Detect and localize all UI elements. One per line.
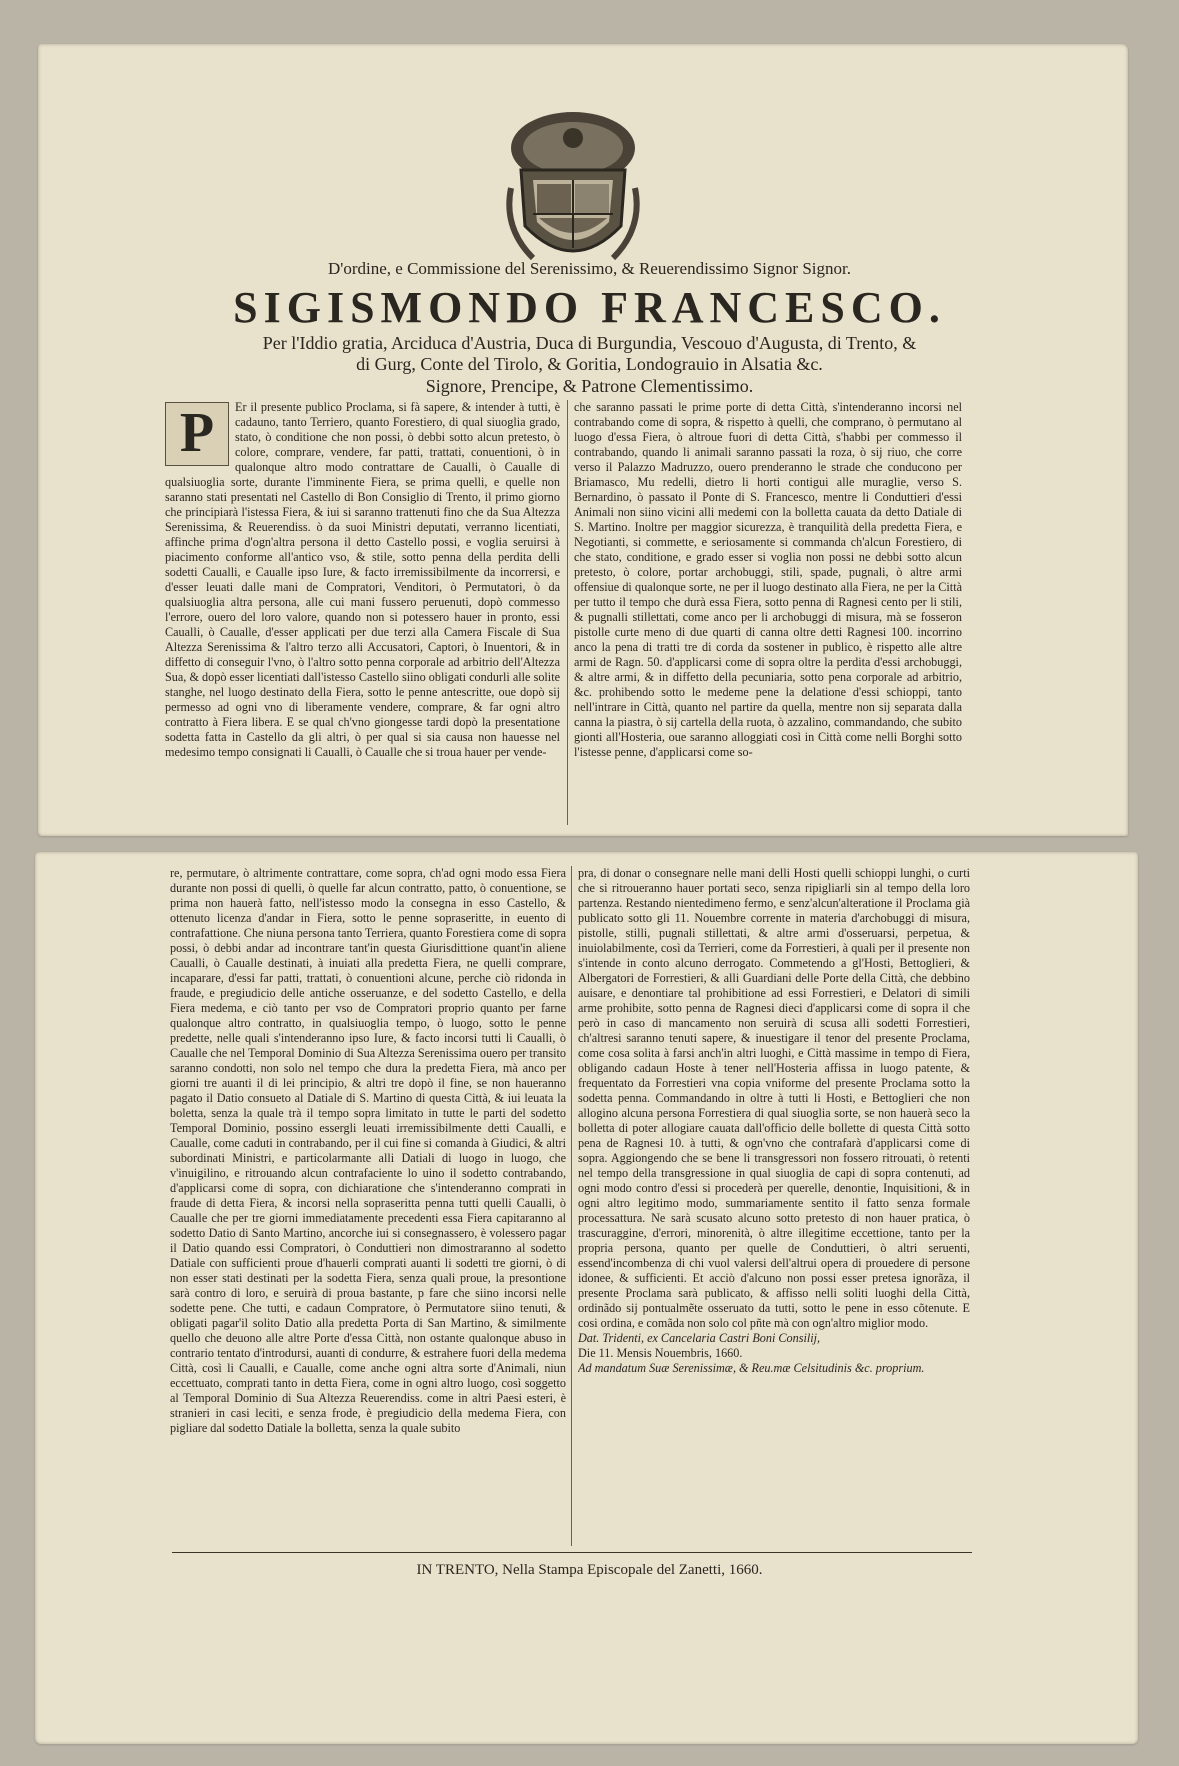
page-title: SIGISMONDO FRANCESCO. [233, 283, 946, 332]
date-line: Die 11. Mensis Nouembris, 1660. [578, 1346, 743, 1360]
mandatum-line: Ad mandatum Suæ Serenissimæ, & Reu.mæ Celsitudinis &c. proprium. [578, 1361, 925, 1375]
text-column-bottom-right [578, 866, 970, 1426]
body-text: che saranno passati le prime porte di detta Città, s'intenderanno incorsi nel contrabando come di sopra, & rispetto à quelli, che comprano, ò permutano al luogo d'essa Fiera, ò altroue fuori di detta Città, s'habbi per commesso il contrabando, quando li animali saranno passati la roza, ò sij riuo, che corre verso il Palazzo Madruzzo, ouero prenderanno le strade che conducono per Briamasco, Mu redelli, dietro li horti contigui alle muraglie, verso S. Bernardino, ò passato il Ponte di S. Francesco, mentre li Conduttieri d'essi Animali non siino vicini alli medemi con la bolletta cauata da detto Datiale di S. Martino. Inoltre per maggior sicurezza, è tranquilità della predetta Fiera, e Negotianti, si commette, e seriosamente si commanda ch'alcun Forestiero, di che stato, conditione, e grado esser si voglia non possi ne debbi sotto alcun pretesto, ò colore, portar archobuggi, stili, spade, pugnali, ò altre armi offensiue di qualonque sorte, ne per il luogo destinato alla Fiera, ne per la Città per tutto il tempo che durà essa Fiera, sotto penna di Ragnesi cento per li stili, & pugnalli stillettati, come anco per li archobuggi di misura, mà se fosseron pistolle curte meno di due quarti di canna oltre detti Ragnesi 100. incorrino anco la pena di tratti tre di corda da sostener in publico, è rispetto alle altre armi de Ragn. 50. d'applicarsi come di sopra oltre la perdita d'essi archobuggi, & altre armi, & in diffetto della pecuniaria, sotto pena corporale ad arbitrio, &c. prohibendo sotto le medeme pene la delatione d'essi schioppi, tanto nell'intrare in Città, quanto nel partire da quella, mentre non sij separata dalla canna la piastra, ò sij cartella della ruota, ò azzalino, commandando, che subito gionti all'Hosteria, oue saranno alloggiati così in Città come nelli Borghi sotto l'istesse penne, d'applicarsi come so- [574, 400, 962, 759]
dat-line: Dat. Tridenti, ex Cancelaria Castri Boni Consilij, [578, 1331, 821, 1345]
coat-of-arms-icon [503, 108, 643, 274]
titles-line-2: di Gurg, Conte del Tirolo, & Goritia, Londograuio in Alsatia &c. [356, 354, 823, 374]
titles-line-3: Signore, Prencipe, & Patrone Clementissimo. [425, 376, 754, 396]
column-divider [571, 866, 572, 1546]
body-text: re, permutare, ò altrimente contrattare, come sopra, ch'ad ogni modo essa Fiera durante non possi di quelli, ò quelle far alcun contratto, patto, ò conuentione, se prima non hauerà fatto, nell'istesso modo la consegna in esso Castello, & ottenuto licenza d'andar in Fiera, sotto le penne sopraseritte, in euento di contrafattione. Che niuna persona tanto Terriera, quanto Forestiera come di sopra possi, ò debbi andar ad incontrare tant'in questa Giurisdittione quant'in aliene Caualli, ò Caualle destinati, à inuiati alla predetta Fiera, ne quelli comprare, incaparare, d'essi far patti, trattati, ò conuentioni alcune, perche ciò ridonda in fraude, e pregiudicio delle antiche osseruanze, e del sodetto Castello, e della Fiera medema, e ciò tanto per vso de Compratori proprio quanto per farne qualonque altro contratto, in qualsiuoglia tempo, ò luogo, sotto le penne predette, nelle quali s'intenderanno ipso Iure, & facto incorsi tutti li Caualli, ò Caualle che nel Temporal Dominio di Sua Altezza Serenissima ouero per transito saranno condotti, non solo nel tempo che dura la predetta Fiera, mà anco per giorni tre auanti il di lei principio, & altri tre dopò il fine, se non haueranno pagato il Datio consueto al Datiale di S. Martino di questa Città, & iui leuata la boletta, senza la quale trà il tempo sopra limitato in tutte le parti del sodetto Temporal Dominio, possino essergli leuati irremissibilmente detti Caualli, e Caualle, come caduti in contrabando, per il cui fine si comanda à Giudici, & altri subordinati Ministri, e particolarmante alli Datiali di luogo in luogo, che v'inuigilino, e ritrouando alcun contrafaciente lo uino il sodetto contrabando, d'applicarsi come di sopra, con dichiaratione che s'intenderanno comprati in fraude di detta Fiera, & incorsi nella sopraseritta penna tutti quelli Caualli, ò Caualle che per tre giorni immediatamente precedenti essa Fiera capitaranno al sodetto Datio di Santo Martino, ancorche iui si consegnassero, è volessero pagar il Datio quando essi Compratori, ò Conduttieri non dimostraranno al sodetto Datiale con sufficienti proue d'hauerli comprati auanti li sodetti tre giorni, ò di non esser stati destinati per la sodetta Fiera, senza quali proue, la presontione sarà contro di loro, e seruirà di proua bastante, p fare che siino incorsi nelle sodette pene. Che tutti, e cadaun Compratore, ò Permutatore siino tenuti, & obligati pagar'il solito Datio alla predetta Porta di San Martino, & similmente quello che deuono alle altre Porte d'essa Città, non ostante qualonque abuso in contrario tentato d'introdursi, auanti di condurre, & estrahere fuori della medema Città, così li Caualli, e Caualle, come anche ogni altra sorte d'Animali, niun eccettuato, comprati tanto in detta Fiera, come in ogni altro luogo, così soggetto al Temporal Dominio di Sua Altezza Reuerendiss. come in altri Paesi esteri, è stranieri in casi leciti, e senza frode, è pregiudicio della medema Fiera, con pigliare dal sodetto Datiale la bolletta, senza la quale subito [170, 866, 566, 1435]
drop-cap: P [165, 402, 229, 466]
printer-imprint: IN TRENTO, Nella Stampa Episcopale del Zanetti, 1660. [416, 1562, 763, 1578]
order-line: D'ordine, e Commissione del Serenissimo, & Reuerendissimo Signor Signor. [328, 259, 851, 278]
footer-rule [172, 1552, 972, 1553]
text-column-bottom-left [170, 866, 566, 1548]
text-column-top-right [574, 400, 962, 825]
column-divider [567, 400, 568, 825]
body-text: pra, di donar o consegnare nelle mani delli Hosti quelli schioppi lunghi, o curti che si ritroueranno hauer portati seco, senza ripigliarli sin al tempo della loro partenza. Restando nientedimeno fermo, e senz'alcun'alteratione il Proclama già publicato sotto gli 11. Nouembre corrente in materia d'archobuggi di misura, pistolle, stilli, pugnali stillettati, & altre armi d'osseruarsi, perpetua, & inuiolabilmente, così da Terrieri, come da Forrestieri, à quali per il presente non s'intende in conto alcuno derrogato. Commetendo a gl'Hosti, Bettoglieri, & Albergatori de Forrestieri, & alli Guardiani delle Porte della Città, che debbino auisare, e denontiare tal prohibitione ad essi Forrestieri, e Delatori di simili arme prohibite, sotto penna de Ragnesi dieci d'applicarsi come di sopra il che però in caso di mancamento non seruirà di scusa alli sodetti Forrestieri, ch'altresi saranno tenuti sapere, & inuestigare il tenor del presente Proclama, come cosa solita à farsi anch'in altri luoghi, e Città massime in tempo di Fiera, obligando cadaun Hoste à tener nell'Hosteria affissa in luogo patente, & frequentato da Forrestieri vna copia vniforme del presente Proclama sotto la sodetta penna. Commandando in oltre à tutti li Hosti, e Bettoglieri che non allogino alcuna persona Forrestiera di qual siuoglia sorte, se non hauerà seco la bolletta di poter allogiare cauata dall'officio delle bollette di questa Città sotto pena de Ragnesi 10. à tutti, & ogn'vno che contrafarà d'applicarsi come di sopra. Aggiongendo che se bene li transgressori non fossero ritrouati, ò retenti nel tempo della transgressione in qual siuoglia de capi di sopra contenuti, ad ogni modo contro d'essi si procederà per querelle, denontie, Inquisitioni, & in ogni altro legitimo modo, summariamente sentito il fatto senza formale processattura. Ne sarà scusato alcuno sotto pretesto di non hauer pratica, ò trascuraggine, d'errori, minorenità, ò altre illegitime eccettione, tanto per la propria persona, quanto per quelle de Conduttieri, ò altri seruenti, essend'incombenza di chi vuol valersi dell'altrui opera di prouedere di persone idonee, & sufficienti. Et acciò d'alcuno non possi esser pretesa ignorãza, il presente Proclama sarà publicato, & affisso nelli soliti luoghi della Città, ordinãdo sij pontualmẽte osseruato da tutti, sotto le pene in esso cõtenute. E cosi ordina, e comãda non solo col pñte mà con ogn'altro miglior modo. [578, 866, 970, 1330]
body-text: Er il presente publico Proclama, si fà sapere, & intender à tutti, è cadauno, tanto Terriero, quanto Forestiero, di qual siuoglia grado, stato, ò conditione che non possi, ò debbi sotto alcun pretesto, ò colore, comprare, vendere, far patti, trattati, conuentioni, ò in qualonque altro modo contrattare de Caualli, ò Caualle di qualsiuoglia sorte, durante l'imminente Fiera, se prima quelli, e quelle non saranno stati presentati nel Castello di Bon Consiglio di Trento, il primo giorno che principiarà l'istessa Fiera, & iui si saranno trattenuti fino che da Sua Altezza Serenissima, & Reuerendiss. ò da suoi Ministri deputati, verranno licentiati, affinche prima d'ogn'altra persona il detto Castello possi, e voglia seruirsi à piacimento conforme all'antico vso, & stile, sotto penna della perdita delli sodetti Caualli, e Caualle ipso Iure, & facto irremissibilmente da incorrersi, e d'esser leuati dalle mani de Compratori, Venditori, ò Permutatori, ò da qualsiuoglia altra persona, alle cui mani fussero peruenuti, dopò commesso l'errore, ouero del loro valore, quando non si potessero hauer in pronto, essi Caualli, ò Caualle, d'esser applicati per due terzi alla Camera Fiscale di Sua Altezza Serenissima & l'altro terzo alli Accusatori, Captori, ò Inuentori, & in diffetto di conseguir l'vno, ò l'altro sotto penna corporale ad arbitrio dell'Altezza Sua, & dopò esser licentiati dall'istesso Castello siino obligati condurli alle solite stanghe, nel luogo destinato della Fiera, sotto le penne antescritte, oue dopò sij permesso ad ogni vno di liberamente vendere, comprare, & far ogni altro contratto à Fiera libera. E se qual ch'vno giongesse tardi dopò la presentatione sodetta fatta in Castello da gli altri, ò per qual si sia causa non hauesse nel medesimo tempo consignati li Caualli, ò Caualle che si troua hauer per vende- [165, 400, 560, 759]
text-column-top-left [165, 400, 560, 825]
titles-line-1: Per l'Iddio gratia, Arciduca d'Austria, Duca di Burgundia, Vescouo d'Augusta, di Trento, & [262, 333, 917, 353]
